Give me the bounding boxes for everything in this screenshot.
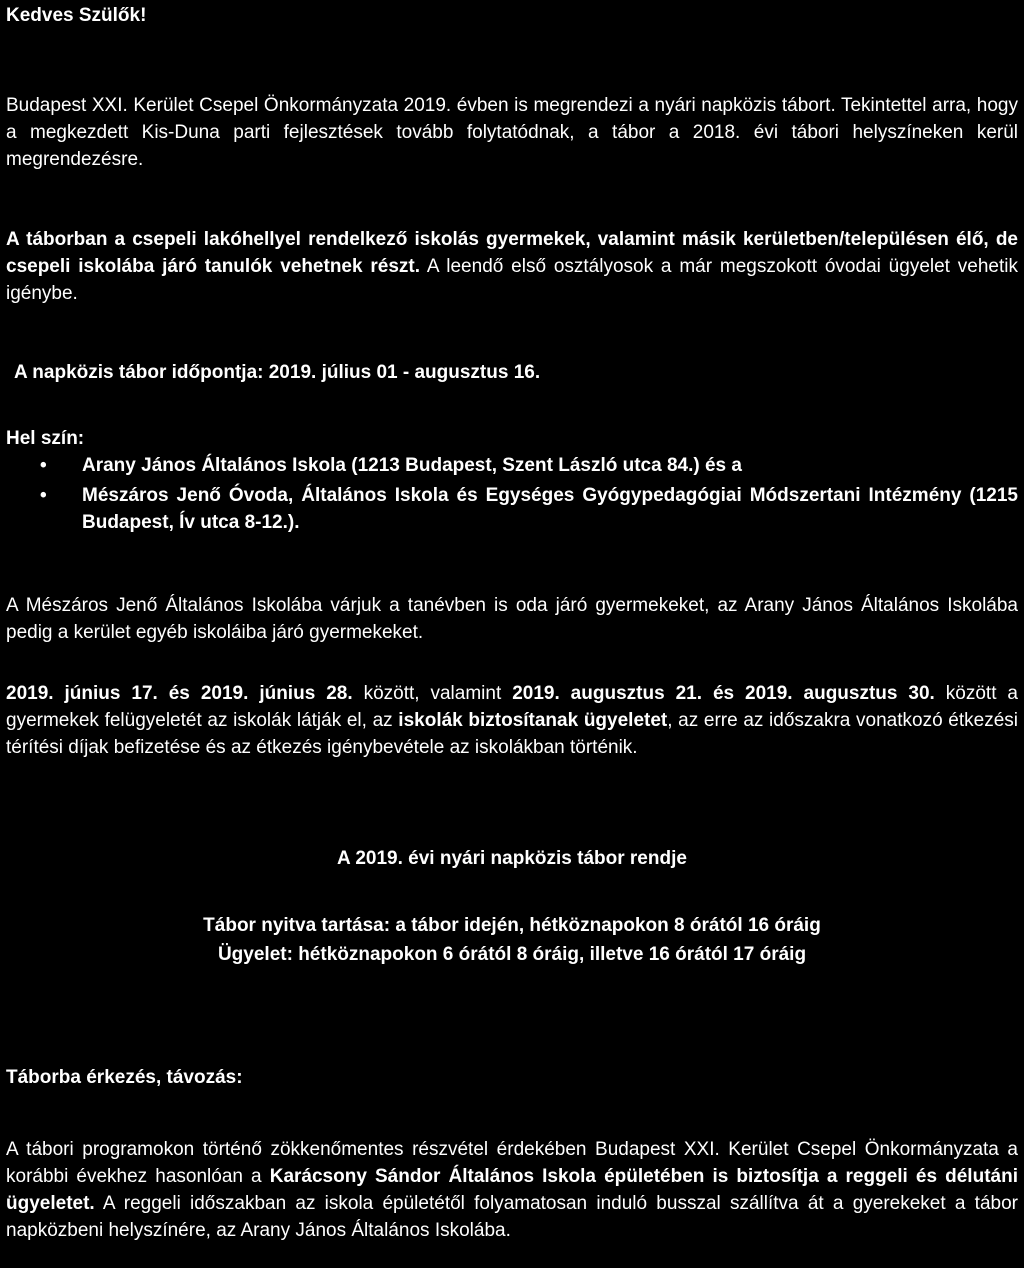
bullet-icon: •	[40, 455, 47, 476]
supervision-date-1: 2019. június 17.	[6, 683, 158, 704]
supervision-date-2: 2019. június 28.	[200, 683, 353, 704]
supervision-text-2: között, valamint	[352, 683, 513, 704]
supervision-date-3: 2019. augusztus 21.	[512, 683, 702, 704]
supervision-text-4: között a gyermekek felügyeletét az iskolák látják el, az	[6, 683, 1018, 731]
participants-normal-text: A leendő első osztályosok a már megszokott óvodai ügyelet vehetik igénybe.	[6, 256, 1018, 304]
supervision-text-3: és	[702, 683, 746, 704]
greeting: Kedves Szülők!	[6, 5, 147, 26]
supervision-text-5: , az erre az időszakra vonatkozó étkezési térítési díjak befizetése és az étkezés igénybevétele az iskolákban történik.	[6, 710, 1018, 758]
camp-date-line: A napközis tábor időpontja: 2019. július 01 - augusztus 16.	[14, 362, 541, 383]
location-text: Arany János Általános Iskola (1213 Budapest, Szent László utca 84.) és a	[82, 455, 742, 476]
school-paragraph: A Mészáros Jenő Általános Iskolába várjuk a tanévben is oda járó gyermekeket, az Arany János Általános Iskolába pedig a kerület egyéb iskoláiba járó gyermekeket.	[6, 595, 1018, 643]
participants-bold-text: A táborban a csepeli lakóhellyel rendelkező iskolás gyermekek, valamint másik kerületben/településen élő, de csepeli iskolába járó tanulók vehetnek részt.	[6, 229, 1018, 277]
opening-hours: Tábor nyitva tartása: a tábor idején, hétköznapokon 8 órától 16 óráig	[203, 915, 821, 936]
rules-title: A 2019. évi nyári napközis tábor rendje	[337, 848, 687, 869]
arrival-paragraph	[6, 1136, 1018, 1244]
supervision-paragraph	[6, 680, 1018, 761]
participants-paragraph	[6, 226, 1018, 307]
location-heading: Hel szín:	[6, 428, 85, 449]
location-list	[0, 452, 1018, 539]
list-item	[0, 452, 1018, 479]
arrival-text-2: A reggeli időszakban az iskola épületétől folyamatosan induló busszal szállítva át a gyerekeket a tábor napközbeni helyszínére, az Arany János Általános Iskolába.	[6, 1193, 1018, 1241]
arrival-bold-text: Karácsony Sándor Általános Iskola épületében is biztosítja a reggeli és délutáni ügyeletet.	[6, 1166, 1018, 1214]
list-item	[0, 482, 1018, 536]
supervision-date-4: 2019. augusztus 30.	[745, 683, 935, 704]
intro-paragraph: Budapest XXI. Kerület Csepel Önkormányzata 2019. évben is megrendezi a nyári napközis tábort. Tekintettel arra, hogy a megkezdett Kis-Duna parti fejlesztések tovább folytatódnak, a tábor a 2018. évi tábori helyszíneken kerül megrendezésre.	[6, 95, 1018, 170]
arrival-text-1: A tábori programokon történő zökkenőmentes részvétel érdekében Budapest XXI. Kerület Csepel Önkormányzata a korábbi évekhez hasonlóan a	[6, 1139, 1018, 1187]
bullet-icon: •	[40, 485, 47, 506]
arrival-heading: Táborba érkezés, távozás:	[6, 1067, 243, 1088]
supervision-bold-duty: iskolák biztosítanak ügyeletet	[398, 710, 668, 731]
location-text: Mészáros Jenő Óvoda, Általános Iskola és Egységes Gyógypedagógiai Módszertani Intézmény (1215 Budapest, Ív utca 8-12.).	[82, 485, 1018, 533]
supervision-text-1: és	[157, 683, 201, 704]
duty-hours: Ügyelet: hétköznapokon 6 órától 8 óráig, illetve 16 órától 17 óráig	[217, 944, 807, 965]
